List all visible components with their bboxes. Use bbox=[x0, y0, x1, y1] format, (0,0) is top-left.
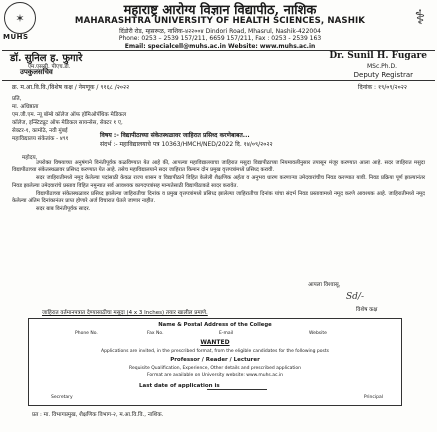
closing: आपला विश्वासू, bbox=[308, 282, 341, 288]
letter-body bbox=[12, 160, 425, 213]
university-phone: Phone: 0253 – 2539 157/211, 6659 157/211, Fax : 0253 - 2539 163 bbox=[118, 35, 322, 42]
university-email: Email: specialcell@muhs.ac.in Website: www.muhs.ac.in bbox=[124, 43, 316, 50]
ad-last-date-blank bbox=[207, 389, 267, 390]
ad-invitation-text: Applications are invited, in the prescribed format, from the eligible candidates for the following posts bbox=[101, 349, 329, 354]
ad-fax-label: Fax No. bbox=[147, 331, 164, 336]
letter-subject: विषय :- विद्यापीठाच्या संकेतस्थळावर जाहिरात प्रसिध्द करणेबाबत... bbox=[100, 132, 250, 139]
reference-number: क्र. म.आ.वि.वि./विशेष कक्ष / नेमणूक / ९१६८ /२०२२ bbox=[12, 84, 130, 91]
body-paragraph: सदर बाब विनंतीपूर्वक सादर. bbox=[36, 206, 91, 213]
officer-qualification-marathi: एम.एससी. पीएच.डी. bbox=[28, 64, 71, 70]
ad-website-label: Website bbox=[309, 331, 327, 336]
address-line: महाविद्यालय संकेतांक - ४९१ bbox=[12, 136, 69, 142]
advertisement-box bbox=[28, 318, 402, 406]
ad-posts: Professor / Reader / Lecturer bbox=[170, 357, 260, 363]
ad-website-text: Format are available on University website: www.muhs.ac.in bbox=[147, 373, 283, 378]
copy-to: प्रत : मा. विभागप्रमुख, शैक्षणिक विभाग-२, म.आ.वि.वि., नाशिक. bbox=[32, 412, 164, 418]
signatory-designation: विशेष कक्ष bbox=[356, 307, 378, 313]
ad-phone-label: Phone No. bbox=[75, 331, 98, 336]
university-logo-icon: ✶ bbox=[4, 2, 36, 34]
ad-secretary: Secretary bbox=[51, 395, 73, 400]
salutation: महोदय, bbox=[22, 155, 38, 161]
officer-name-english: Dr. Sunil H. Fugare bbox=[329, 51, 427, 61]
reference-date: दिनांक : १९/०९/२०२२ bbox=[357, 84, 407, 91]
signature: Sd/- bbox=[346, 292, 364, 302]
address-line: कॉलेज, इन्स्टिट्यूट ऑफ मेडिकल सायन्सेस, सेक्टर १ ए, bbox=[12, 120, 123, 126]
officer-designation-english: Deputy Registrar bbox=[353, 71, 413, 79]
ad-title: Name & Postal Address of the College bbox=[158, 322, 272, 328]
officer-qualification-english: MSc.Ph.D. bbox=[366, 63, 397, 70]
body-paragraph: उपरोक्त विषयाच्या अनुषंगाने विनंतीपूर्वक कळविण्यात येत आहे की, आपल्या महाविद्यालयाचा जाहिरात मसुदा विद्यापीठाच्या नियमावलीनुसार तपासून मंजूर करण्यात आला आहे. सदर जाहिरात मसुदा विद्यापीठाच्या संकेतस्थळावर प्रसिध्द करण्यात येत आहे. तसेच महाविद्यालयाने सदर जाहिरात किमान दोन प्रमुख वृत्तपत्रांमध्ये प्रसिध्द करावी. bbox=[12, 160, 425, 174]
advertisement-note: जाहिरात वर्तमानपत्रात देण्यासाठीचा मसुदा (4 x 3 Inches) तयार खालील प्रमाणे. bbox=[42, 310, 208, 316]
ad-email-label: E-mail bbox=[219, 331, 234, 336]
ad-details-text: Requisite Qualification, Experience, Other details and prescribed application bbox=[129, 366, 301, 371]
address-line: सेक्टर-१, कामोठे, नवी मुंबई bbox=[12, 128, 68, 134]
university-address: दिंडोरी रोड, म्हसरूळ, नाशिक-४२२००४ Dindori Road, Mhasrul, Nashik-422004 bbox=[119, 28, 321, 35]
ad-last-date: Last date of application is bbox=[139, 383, 220, 389]
logo-text: MUHS bbox=[3, 33, 29, 41]
ad-principal: Principal bbox=[363, 395, 383, 400]
address-line: प्रति, bbox=[12, 96, 22, 102]
officer-designation-marathi: उपकुलसचिव bbox=[20, 68, 53, 76]
letter-reference: संदर्भ :- महाविद्यालयाचे पत्र 10363/HMCH/NED/2022 दि. १४/०९/२०२२ bbox=[100, 141, 273, 148]
address-line: मा. अधिष्ठाता bbox=[12, 104, 39, 110]
address-line: एम.जी.एम. न्यू बॉम्बे कॉलेज ऑफ होमिओपॅथिक मेडिकल bbox=[12, 112, 127, 118]
officer-name-marathi: डॉ. सुनिल ह. फुगारे bbox=[10, 53, 83, 64]
university-name-english: MAHARASHTRA UNIVERSITY OF HEALTH SCIENCES, NASHIK bbox=[74, 16, 366, 26]
crest-icon: ⚕ bbox=[414, 5, 426, 29]
ad-wanted-heading: WANTED bbox=[200, 339, 230, 346]
university-name-marathi: महाराष्ट्र आरोग्य विज्ञान विद्यापीठ, नाशिक bbox=[123, 3, 317, 18]
body-paragraph: सदर जाहिरातीमध्ये नमूद केलेल्या पदांसाठी केवळ राज्य शासन व विद्यापीठाने विहित केलेली शैक्षणिक अर्हता व अनुभव धारण करणाऱ्या उमेदवारांचीच निवड करण्यात यावी. निवड प्रक्रिया पूर्ण झाल्यानंतर निवड झालेल्या उमेदवारांचे प्रस्ताव विहित नमुन्यात सर्व आवश्यक कागदपत्रांसह मान्यतेसाठी विद्यापीठाकडे सादर करावेत. bbox=[12, 175, 425, 189]
body-paragraph: विद्यापीठाच्या संकेतस्थळावर प्रसिध्द झालेल्या जाहिरातीचा दिनांक व प्रमुख वृत्तपत्रांमध्ये प्रसिध्द झालेल्या जाहिरातीचा दिनांक यांचा संदर्भ निवड प्रस्तावामध्ये नमूद करणे आवश्यक आहे. जाहिरातीमध्ये नमूद केलेल्या अंतिम दिनांकानंतर प्राप्त होणारे अर्ज विचारात घेतले जाणार नाहीत. bbox=[12, 190, 425, 205]
designation-divider bbox=[2, 80, 435, 81]
